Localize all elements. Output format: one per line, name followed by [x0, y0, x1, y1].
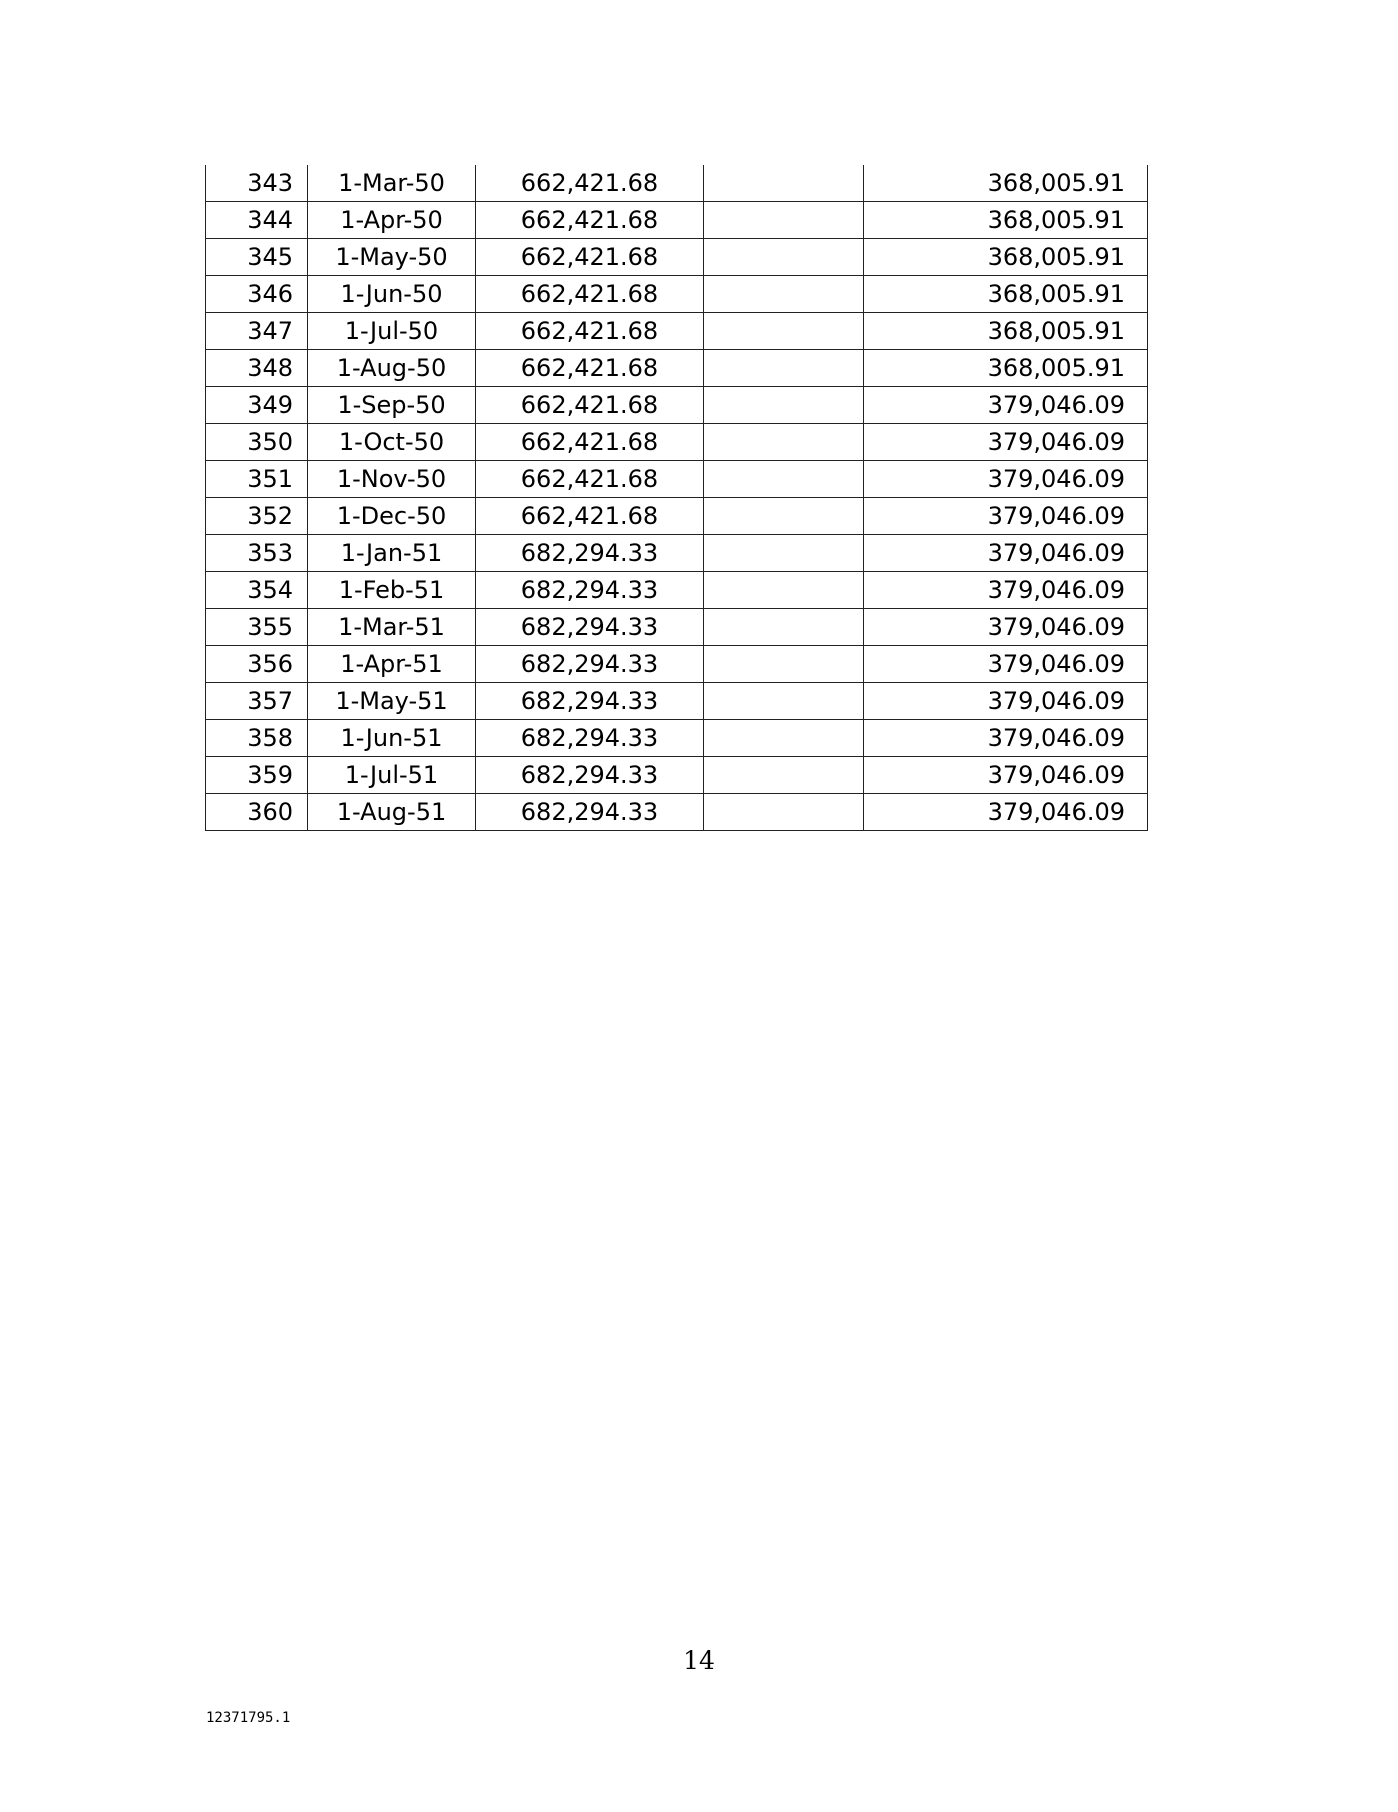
payment-cell: 662,421.68 — [476, 424, 704, 461]
blank-cell — [704, 276, 864, 313]
row-number-cell: 349 — [206, 387, 308, 424]
date-cell: 1-Jan-51 — [308, 535, 476, 572]
row-number-cell: 351 — [206, 461, 308, 498]
blank-cell — [704, 424, 864, 461]
balance-cell: 379,046.09 — [864, 387, 1148, 424]
balance-cell: 379,046.09 — [864, 757, 1148, 794]
row-number-cell: 355 — [206, 609, 308, 646]
blank-cell — [704, 239, 864, 276]
row-number-cell: 358 — [206, 720, 308, 757]
balance-cell: 379,046.09 — [864, 424, 1148, 461]
balance-cell: 379,046.09 — [864, 535, 1148, 572]
date-cell: 1-Jul-50 — [308, 313, 476, 350]
balance-cell: 368,005.91 — [864, 239, 1148, 276]
blank-cell — [704, 794, 864, 831]
table-row — [206, 461, 1148, 498]
blank-cell — [704, 165, 864, 202]
blank-cell — [704, 646, 864, 683]
row-number-cell: 348 — [206, 350, 308, 387]
date-cell: 1-Dec-50 — [308, 498, 476, 535]
balance-cell: 379,046.09 — [864, 794, 1148, 831]
date-cell: 1-Nov-50 — [308, 461, 476, 498]
blank-cell — [704, 535, 864, 572]
blank-cell — [704, 202, 864, 239]
table-row — [206, 609, 1148, 646]
blank-cell — [704, 350, 864, 387]
date-cell: 1-Jun-50 — [308, 276, 476, 313]
row-number-cell: 357 — [206, 683, 308, 720]
table-row — [206, 794, 1148, 831]
table-row — [206, 646, 1148, 683]
blank-cell — [704, 683, 864, 720]
date-cell: 1-May-51 — [308, 683, 476, 720]
date-cell: 1-May-50 — [308, 239, 476, 276]
date-cell: 1-Apr-50 — [308, 202, 476, 239]
blank-cell — [704, 609, 864, 646]
blank-cell — [704, 313, 864, 350]
row-number-cell: 347 — [206, 313, 308, 350]
date-cell: 1-Apr-51 — [308, 646, 476, 683]
date-cell: 1-Aug-51 — [308, 794, 476, 831]
balance-cell: 379,046.09 — [864, 498, 1148, 535]
page-number: 14 — [683, 1646, 715, 1675]
date-cell: 1-Feb-51 — [308, 572, 476, 609]
blank-cell — [704, 757, 864, 794]
balance-cell: 379,046.09 — [864, 646, 1148, 683]
balance-cell: 379,046.09 — [864, 609, 1148, 646]
payment-cell: 662,421.68 — [476, 387, 704, 424]
table-row — [206, 424, 1148, 461]
table-row — [206, 313, 1148, 350]
payment-cell: 682,294.33 — [476, 535, 704, 572]
balance-cell: 368,005.91 — [864, 276, 1148, 313]
payment-cell: 662,421.68 — [476, 461, 704, 498]
payment-cell: 662,421.68 — [476, 202, 704, 239]
date-cell: 1-Mar-51 — [308, 609, 476, 646]
date-cell: 1-Sep-50 — [308, 387, 476, 424]
row-number-cell: 352 — [206, 498, 308, 535]
table-row — [206, 202, 1148, 239]
payment-cell: 662,421.68 — [476, 276, 704, 313]
date-cell: 1-Jul-51 — [308, 757, 476, 794]
date-cell: 1-Jun-51 — [308, 720, 476, 757]
row-number-cell: 360 — [206, 794, 308, 831]
payment-cell: 682,294.33 — [476, 683, 704, 720]
blank-cell — [704, 461, 864, 498]
balance-cell: 379,046.09 — [864, 572, 1148, 609]
blank-cell — [704, 720, 864, 757]
balance-cell: 368,005.91 — [864, 202, 1148, 239]
table-row — [206, 683, 1148, 720]
row-number-cell: 350 — [206, 424, 308, 461]
balance-cell: 379,046.09 — [864, 683, 1148, 720]
balance-cell: 368,005.91 — [864, 350, 1148, 387]
table-row — [206, 720, 1148, 757]
payment-cell: 682,294.33 — [476, 794, 704, 831]
row-number-cell: 353 — [206, 535, 308, 572]
table-row — [206, 535, 1148, 572]
blank-cell — [704, 387, 864, 424]
balance-cell: 368,005.91 — [864, 313, 1148, 350]
table-row — [206, 165, 1148, 202]
payment-cell: 662,421.68 — [476, 165, 704, 202]
payment-cell: 662,421.68 — [476, 239, 704, 276]
date-cell: 1-Mar-50 — [308, 165, 476, 202]
payment-cell: 662,421.68 — [476, 313, 704, 350]
payment-cell: 682,294.33 — [476, 609, 704, 646]
schedule-body — [206, 165, 1148, 831]
table-row — [206, 498, 1148, 535]
date-cell: 1-Oct-50 — [308, 424, 476, 461]
payment-schedule-table — [205, 165, 1148, 831]
payment-cell: 682,294.33 — [476, 572, 704, 609]
row-number-cell: 346 — [206, 276, 308, 313]
row-number-cell: 345 — [206, 239, 308, 276]
row-number-cell: 343 — [206, 165, 308, 202]
blank-cell — [704, 498, 864, 535]
table-row — [206, 387, 1148, 424]
balance-cell: 379,046.09 — [864, 720, 1148, 757]
payment-cell: 662,421.68 — [476, 498, 704, 535]
balance-cell: 379,046.09 — [864, 461, 1148, 498]
table-row — [206, 239, 1148, 276]
table-row — [206, 757, 1148, 794]
payment-cell: 662,421.68 — [476, 350, 704, 387]
table-row — [206, 276, 1148, 313]
row-number-cell: 356 — [206, 646, 308, 683]
row-number-cell: 344 — [206, 202, 308, 239]
balance-cell: 368,005.91 — [864, 165, 1148, 202]
payment-cell: 682,294.33 — [476, 757, 704, 794]
date-cell: 1-Aug-50 — [308, 350, 476, 387]
payment-cell: 682,294.33 — [476, 646, 704, 683]
row-number-cell: 359 — [206, 757, 308, 794]
table-row — [206, 350, 1148, 387]
table-row — [206, 572, 1148, 609]
payment-cell: 682,294.33 — [476, 720, 704, 757]
blank-cell — [704, 572, 864, 609]
document-id: 12371795.1 — [206, 1710, 291, 1726]
row-number-cell: 354 — [206, 572, 308, 609]
